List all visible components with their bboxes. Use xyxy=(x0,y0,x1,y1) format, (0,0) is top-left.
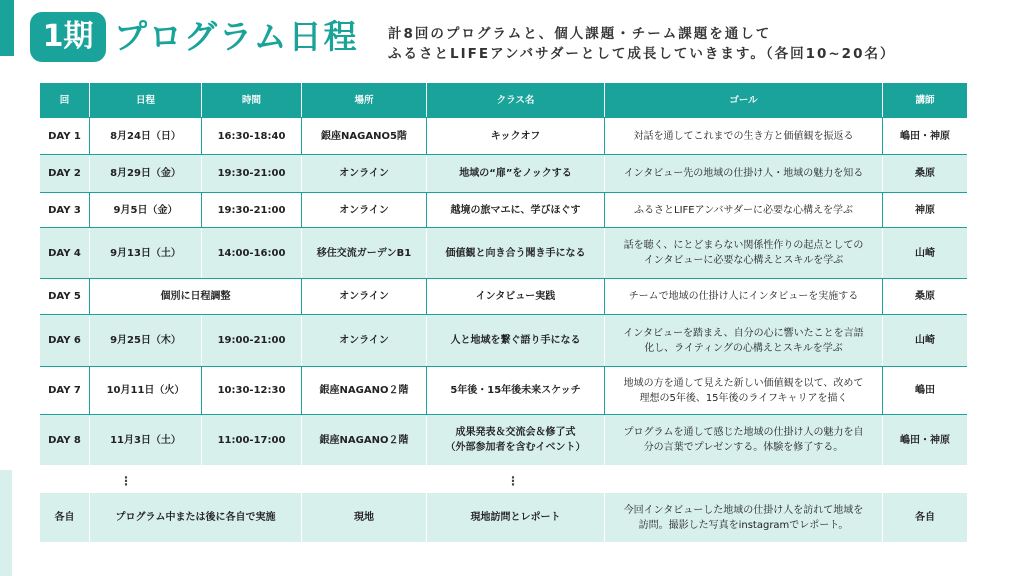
goal-line: プログラムを通して感じた地域の仕掛け人の魅力を自 xyxy=(623,427,864,438)
date-cell: 11月3日（土） xyxy=(90,415,202,465)
date-cell: プログラム中または後に各自で実施 xyxy=(90,493,302,542)
date-cell: 9月25日（木） xyxy=(90,315,202,366)
place-cell: 現地 xyxy=(302,493,427,542)
column-header: 時間 xyxy=(202,83,302,117)
date-cell: 個別に日程調整 xyxy=(90,279,302,314)
place-cell: 銀座NAGANO２階 xyxy=(302,367,427,414)
class-cell xyxy=(427,415,605,465)
class-cell: 越境の旅マエに、学びほぐす xyxy=(427,193,605,227)
goal-cell xyxy=(605,315,883,366)
column-header: 場所 xyxy=(302,83,427,117)
goal-cell xyxy=(605,367,883,414)
goal-cell xyxy=(605,415,883,465)
day-cell: DAY 2 xyxy=(40,155,90,192)
lecturer-cell: 嶋田・神原 xyxy=(883,118,967,154)
place-cell: オンライン xyxy=(302,193,427,227)
lecturer-cell: 桑原 xyxy=(883,155,967,192)
day-cell: DAY 1 xyxy=(40,118,90,154)
date-cell: 9月5日（金） xyxy=(90,193,202,227)
date-cell: 9月13日（土） xyxy=(90,228,202,278)
corner-accent xyxy=(0,0,14,56)
table-row xyxy=(40,415,967,465)
goal-cell xyxy=(605,493,883,542)
time-cell: 10:30-12:30 xyxy=(202,367,302,414)
goal-cell: ふるさとLIFEアンバサダーに必要な心構えを学ぶ xyxy=(605,193,883,227)
corner-accent-bottom xyxy=(0,470,12,576)
column-header: 講師 xyxy=(883,83,967,117)
place-cell: 銀座NAGANO5階 xyxy=(302,118,427,154)
header-description xyxy=(388,24,968,64)
date-cell: 8月29日（金） xyxy=(90,155,202,192)
page-title: プログラム日程 xyxy=(114,17,359,56)
day-cell: DAY 5 xyxy=(40,279,90,314)
goal-line: 地域の方を通して見えた新しい価値観を以て、改めて xyxy=(623,377,864,389)
table-row xyxy=(40,315,967,366)
goal-line: 話を聴く、にとどまらない関係性作りの起点としての xyxy=(623,240,864,251)
goal-line: インタビューを踏まえ、自分の心に響いたことを言語 xyxy=(623,327,864,339)
table-row xyxy=(40,155,967,192)
continuation-ellipsis: ⋮ xyxy=(120,474,132,488)
class-cell: 5年後・15年後未来スケッチ xyxy=(427,367,605,414)
class-cell: 地域の“扉”をノックする xyxy=(427,155,605,192)
table-row xyxy=(40,366,967,415)
lecturer-cell: 嶋田・神原 xyxy=(883,415,967,465)
day-cell: 各自 xyxy=(40,493,90,542)
time-cell: 11:00-17:00 xyxy=(202,415,302,465)
class-cell: インタビュー実践 xyxy=(427,279,605,314)
table-row xyxy=(40,192,967,228)
goal-cell: チームで地域の仕掛け人にインタビューを実施する xyxy=(605,279,883,314)
goal-line: 化し、ライティングの心構えとスキルを学ぶ xyxy=(644,342,843,354)
goal-line: 訪問。撮影した写真をinstagramでレポート。 xyxy=(638,519,849,531)
goal-line: インタビューに必要な心構えとスキルを学ぶ xyxy=(643,255,844,266)
class-line: （外部参加者を含むイベント） xyxy=(445,442,586,453)
lecturer-cell: 嶋田 xyxy=(883,367,967,414)
term-badge: 1期 xyxy=(30,12,106,62)
description-line: 計8回のプログラムと、個人課題・チーム課題を通して xyxy=(388,26,772,42)
table-row xyxy=(40,228,967,278)
lecturer-cell: 桑原 xyxy=(883,279,967,314)
class-cell: 価値観と向き合う聞き手になる xyxy=(427,228,605,278)
column-header: ゴール xyxy=(605,83,883,117)
time-cell: 19:30-21:00 xyxy=(202,155,302,192)
goal-line: 理想の5年後、15年後のライフキャリアを描く xyxy=(639,392,848,404)
goal-line: 分の言葉でプレゼンする。体験を修了する。 xyxy=(643,442,844,453)
lecturer-cell: 各自 xyxy=(883,493,967,542)
class-cell: 現地訪問とレポート xyxy=(427,493,605,542)
place-cell: 移住交流ガーデンB1 xyxy=(302,228,427,278)
date-cell: 10月11日（火） xyxy=(90,367,202,414)
lecturer-cell: 山崎 xyxy=(883,315,967,366)
continuation-ellipsis: ⋮ xyxy=(507,474,519,488)
day-cell: DAY 8 xyxy=(40,415,90,465)
lecturer-cell: 神原 xyxy=(883,193,967,227)
day-cell: DAY 4 xyxy=(40,228,90,278)
time-cell: 19:30-21:00 xyxy=(202,193,302,227)
day-cell: DAY 3 xyxy=(40,193,90,227)
date-cell: 8月24日（日） xyxy=(90,118,202,154)
place-cell: オンライン xyxy=(302,315,427,366)
goal-cell: インタビュー先の地域の仕掛け人・地域の魅力を知る xyxy=(605,155,883,192)
place-cell: オンライン xyxy=(302,279,427,314)
time-cell: 14:00-16:00 xyxy=(202,228,302,278)
class-cell: キックオフ xyxy=(427,118,605,154)
table-row xyxy=(40,117,967,155)
column-header: クラス名 xyxy=(427,83,605,117)
table-header-row xyxy=(40,83,967,117)
table-row xyxy=(40,278,967,315)
time-cell: 19:00-21:00 xyxy=(202,315,302,366)
column-header: 回 xyxy=(40,83,90,117)
column-header: 日程 xyxy=(90,83,202,117)
goal-line: 今回インタビューした地域の仕掛け人を訪れて地域を xyxy=(623,504,864,516)
day-cell: DAY 6 xyxy=(40,315,90,366)
place-cell: 銀座NAGANO２階 xyxy=(302,415,427,465)
goal-cell: 対話を通してこれまでの生き方と価値観を振返る xyxy=(605,118,883,154)
table-row xyxy=(40,493,967,542)
class-cell: 人と地域を繋ぐ語り手になる xyxy=(427,315,605,366)
goal-cell xyxy=(605,228,883,278)
lecturer-cell: 山崎 xyxy=(883,228,967,278)
day-cell: DAY 7 xyxy=(40,367,90,414)
time-cell: 16:30-18:40 xyxy=(202,118,302,154)
place-cell: オンライン xyxy=(302,155,427,192)
description-line: ふるさとLIFEアンバサダーとして成長していきます。（各回10~20名） xyxy=(388,46,896,62)
class-line: 成果発表＆交流会＆修了式 xyxy=(455,427,576,438)
